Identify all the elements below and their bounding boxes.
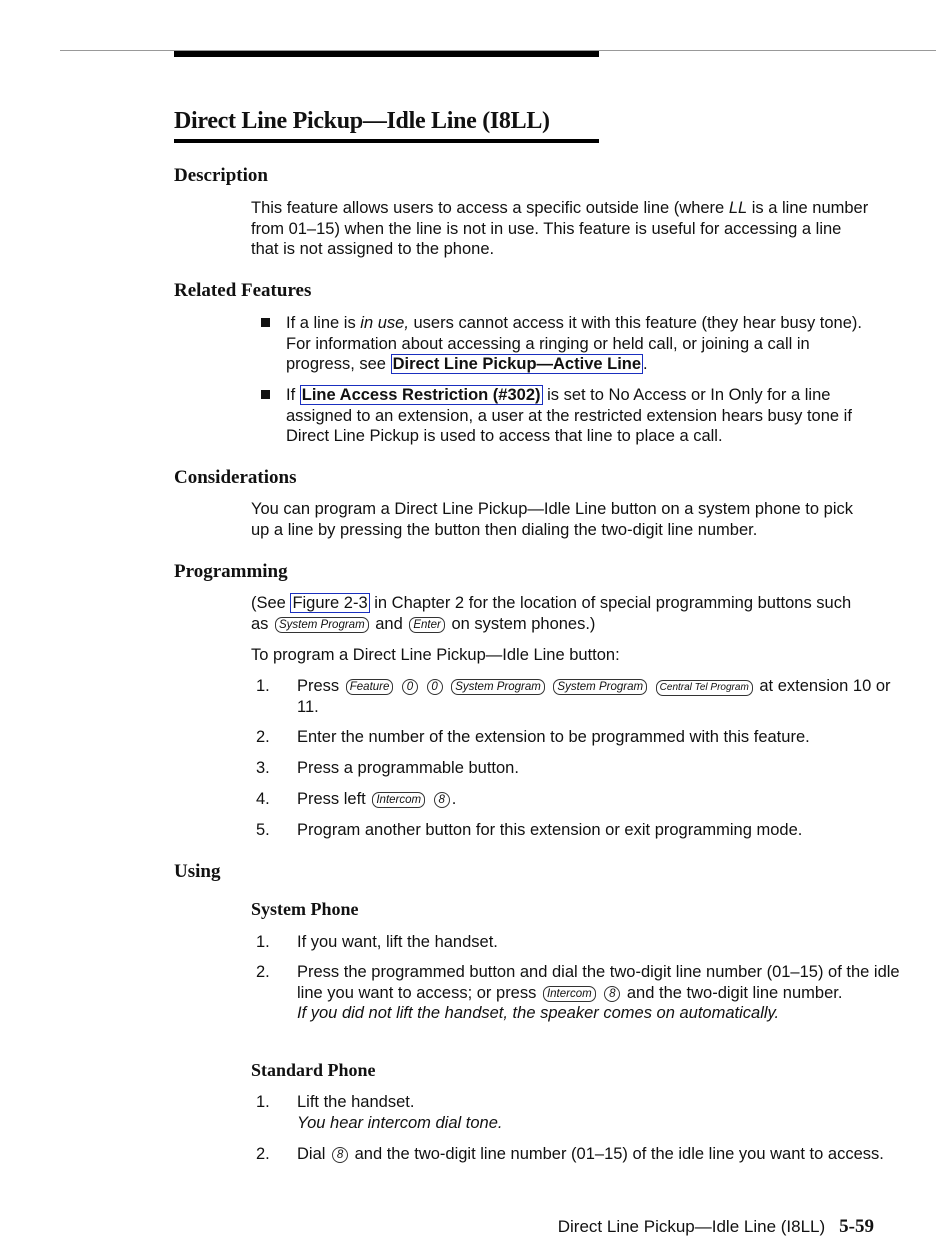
related-features-heading: Related Features: [174, 280, 312, 301]
eight-key: 8: [332, 1147, 348, 1163]
system-phone-note: If you did not lift the handset, the speaker comes on automatically.: [297, 1004, 780, 1022]
programming-intro: To program a Direct Line Pickup—Idle Line button:: [251, 646, 620, 664]
zero-key: 0: [402, 679, 418, 695]
feature-key: Feature: [346, 679, 394, 695]
link-direct-line-pickup-active[interactable]: Direct Line Pickup—Active Line: [392, 355, 642, 373]
system-program-key: System Program: [451, 679, 545, 695]
link-figure-2-3[interactable]: Figure 2-3: [292, 594, 368, 612]
footer-title: Direct Line Pickup—Idle Line (I8LL): [557, 1217, 826, 1236]
system-program-key: System Program: [275, 617, 369, 633]
description-heading: Description: [174, 165, 268, 186]
programming-see-note: (See Figure 2-3 in Chapter 2 for the location of special programming buttons such as System Program and Enter on system phones.): [251, 594, 852, 633]
zero-key: 0: [427, 679, 443, 695]
eight-key: 8: [434, 792, 450, 808]
eight-key: 8: [604, 986, 620, 1002]
bullet-icon: [261, 390, 270, 399]
intercom-key: Intercom: [543, 986, 596, 1002]
intercom-key: Intercom: [372, 792, 425, 808]
enter-key: Enter: [409, 617, 445, 633]
standard-phone-heading: Standard Phone: [251, 1060, 376, 1080]
related-bullet-2: If Line Access Restriction (#302) is set to No Access or In Only for a line assigned to an extension, a user at the restricted extension hears busy tone if Direct Line Pickup is used to access that line to place a call.: [286, 386, 852, 445]
programming-heading: Programming: [174, 561, 288, 582]
considerations-text: You can program a Direct Line Pickup—Idle Line button on a system phone to pick up a line by pressing the button then dialing the two-digit line number.: [251, 500, 853, 539]
header-bar: [174, 51, 599, 57]
page-footer: [558, 1216, 874, 1238]
description-text: This feature allows users to access a specific outside line (where LL is a line number from 01–15) when the line is not in use. This feature is useful for accessing a line that is not assigned to the phone.: [251, 199, 869, 258]
using-heading: Using: [174, 861, 221, 882]
related-bullet-1: If a line is in use, users cannot access it with this feature (they hear busy tone). For information about accessing a ringing or held call, or joining a call in progress, see Direct Line Pickup—Active Line .: [286, 314, 862, 373]
central-tel-program-key: Central Tel Program: [656, 680, 753, 696]
page-number: 5-59: [839, 1216, 874, 1237]
standard-phone-note: You hear intercom dial tone.: [297, 1113, 503, 1132]
system-program-key: System Program: [553, 679, 647, 695]
page-title: Direct Line Pickup—Idle Line (I8LL): [174, 108, 599, 143]
system-phone-heading: System Phone: [251, 899, 359, 919]
bullet-icon: [261, 318, 270, 327]
considerations-heading: Considerations: [174, 467, 297, 488]
link-line-access-restriction[interactable]: Line Access Restriction (#302): [301, 386, 541, 404]
